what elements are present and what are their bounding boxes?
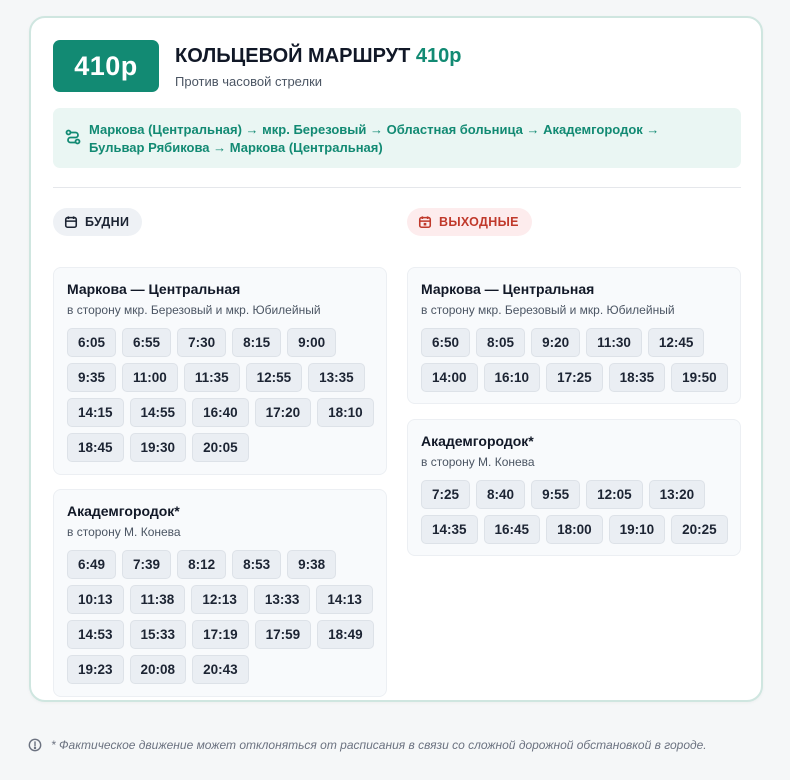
- departure-time: 16:10: [484, 363, 541, 392]
- weekend-label: [407, 208, 532, 236]
- departure-time: 17:20: [255, 398, 312, 427]
- departure-time: 18:35: [609, 363, 666, 392]
- weekday-stop-card: [53, 267, 387, 475]
- departure-time: 11:30: [586, 328, 642, 357]
- departure-time: 10:13: [67, 585, 124, 614]
- departure-time: 16:45: [484, 515, 541, 544]
- departure-time: 14:53: [67, 620, 124, 649]
- departure-time: 20:08: [130, 655, 187, 684]
- times-list: [421, 480, 741, 550]
- stop-name: Маркова — Центральная: [421, 281, 595, 297]
- departure-time: 8:15: [232, 328, 281, 357]
- departure-time: 20:43: [192, 655, 249, 684]
- departure-time: 14:15: [67, 398, 124, 427]
- departure-time: 12:45: [648, 328, 705, 357]
- departure-time: 11:00: [122, 363, 178, 392]
- times-list: [67, 550, 387, 690]
- stop-name: Академгородок*: [421, 433, 534, 449]
- info-icon: [28, 738, 42, 752]
- route-number-badge: 410р: [53, 40, 159, 92]
- departure-time: 6:49: [67, 550, 116, 579]
- weekend-stop-card: [407, 419, 741, 556]
- departure-time: 17:25: [546, 363, 603, 392]
- departure-time: 18:10: [317, 398, 374, 427]
- departure-time: 9:38: [287, 550, 336, 579]
- footnote: [28, 738, 707, 752]
- departure-time: 7:30: [177, 328, 226, 357]
- departure-time: 6:05: [67, 328, 116, 357]
- route-title-number: 410р: [415, 45, 462, 67]
- departure-time: 7:25: [421, 480, 470, 509]
- weekend-label-text: ВЫХОДНЫЕ: [439, 215, 519, 229]
- route-stops-line-1: Маркова (Центральная) → мкр. Березовый → Областная больница → Академгородок →: [89, 122, 660, 137]
- departure-time: 19:23: [67, 655, 124, 684]
- weekend-stop-card: [407, 267, 741, 404]
- stop-name: Маркова — Центральная: [67, 281, 241, 297]
- departure-time: 12:13: [191, 585, 248, 614]
- departure-time: 14:55: [130, 398, 187, 427]
- departure-time: 17:59: [255, 620, 312, 649]
- weekday-label-text: БУДНИ: [85, 215, 130, 229]
- departure-time: 14:35: [421, 515, 478, 544]
- departure-time: 8:05: [476, 328, 525, 357]
- departure-time: 20:05: [192, 433, 249, 462]
- departure-time: 11:35: [184, 363, 240, 392]
- footnote-text: * Фактическое движение может отклоняться от расписания в связи со сложной дорожной обстановкой в городе.: [51, 738, 707, 752]
- departure-time: 17:19: [192, 620, 249, 649]
- departure-time: 6:50: [421, 328, 470, 357]
- times-list: [67, 328, 387, 468]
- departure-time: 9:55: [531, 480, 580, 509]
- departure-time: 18:49: [317, 620, 374, 649]
- departure-time: 18:45: [67, 433, 124, 462]
- departure-time: 11:38: [130, 585, 186, 614]
- calendar-icon: [64, 215, 78, 229]
- route-stops-banner: [53, 108, 741, 168]
- stop-direction: в сторону М. Конева: [67, 525, 181, 539]
- stop-direction: в сторону мкр. Березовый и мкр. Юбилейный: [67, 303, 321, 317]
- calendar-event-icon: [418, 215, 432, 229]
- departure-time: 12:55: [246, 363, 303, 392]
- departure-time: 8:12: [177, 550, 226, 579]
- departure-time: 6:55: [122, 328, 171, 357]
- departure-time: 9:00: [287, 328, 336, 357]
- stop-direction: в сторону М. Конева: [421, 455, 535, 469]
- route-icon: [65, 129, 81, 145]
- departure-time: 16:40: [192, 398, 249, 427]
- departure-time: 15:33: [130, 620, 187, 649]
- departure-time: 9:20: [531, 328, 580, 357]
- route-title: [175, 45, 462, 68]
- weekend-column: [407, 208, 741, 537]
- weekday-label: [53, 208, 142, 236]
- section-divider: [53, 187, 741, 188]
- departure-time: 18:00: [546, 515, 603, 544]
- departure-time: 14:13: [316, 585, 373, 614]
- departure-time: 19:30: [130, 433, 187, 462]
- weekday-column: [53, 208, 387, 677]
- times-list: [421, 328, 741, 398]
- departure-time: 8:40: [476, 480, 525, 509]
- departure-time: 13:33: [254, 585, 311, 614]
- route-stops-line-2: Бульвар Рябикова → Маркова (Центральная): [89, 140, 383, 155]
- departure-time: 13:35: [308, 363, 365, 392]
- departure-time: 7:39: [122, 550, 171, 579]
- departure-time: 12:05: [586, 480, 643, 509]
- route-direction: Против часовой стрелки: [175, 74, 323, 89]
- departure-time: 9:35: [67, 363, 116, 392]
- stop-direction: в сторону мкр. Березовый и мкр. Юбилейный: [421, 303, 675, 317]
- route-card: [29, 16, 763, 702]
- departure-time: 20:25: [671, 515, 728, 544]
- departure-time: 14:00: [421, 363, 478, 392]
- departure-time: 19:10: [609, 515, 666, 544]
- departure-time: 19:50: [671, 363, 728, 392]
- departure-time: 8:53: [232, 550, 281, 579]
- route-title-text: КОЛЬЦЕВОЙ МАРШРУТ: [175, 45, 411, 67]
- departure-time: 13:20: [649, 480, 706, 509]
- weekday-stop-card: [53, 489, 387, 697]
- stop-name: Академгородок*: [67, 503, 180, 519]
